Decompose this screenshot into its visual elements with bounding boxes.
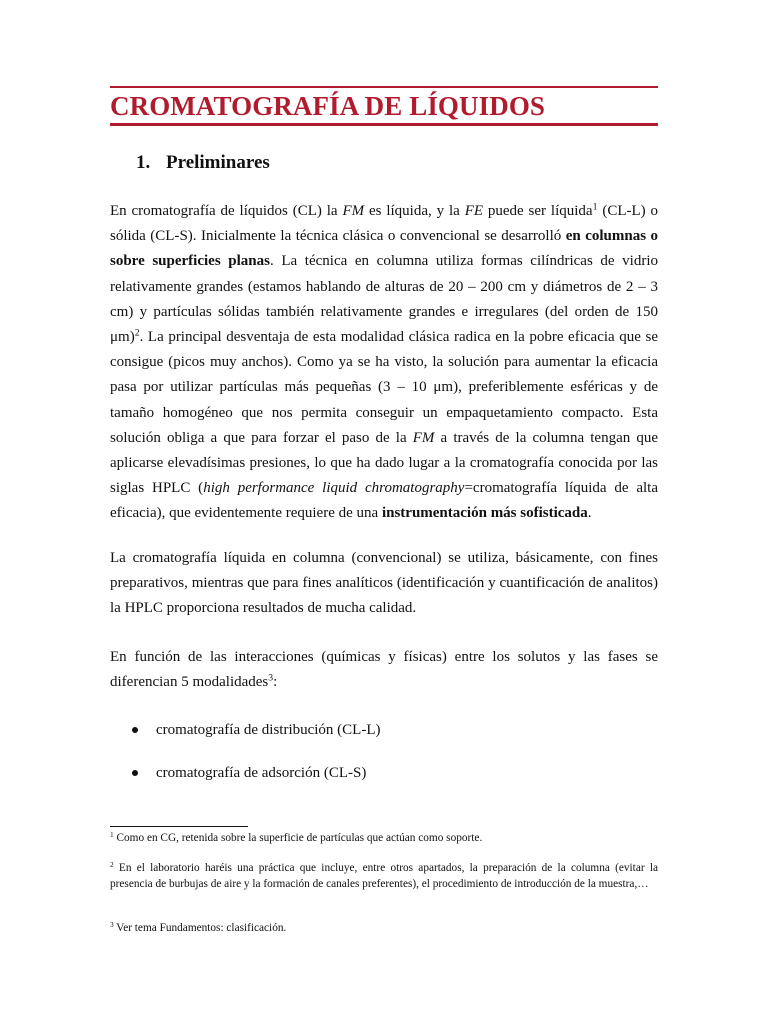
list-item (110, 718, 658, 743)
text-run: En cromatografía de líquidos (CL) la (110, 203, 343, 219)
footnote-ref-1[interactable]: 1 (592, 201, 598, 213)
term-fe: FE (464, 203, 484, 219)
text-run: es líquida, y la (364, 203, 465, 219)
footnote-3 (110, 921, 658, 937)
text-run: . (587, 505, 592, 522)
modalities-list (110, 718, 658, 804)
paragraph-intro (110, 199, 658, 527)
footnote-mark: 2 (110, 859, 114, 869)
footnote-divider (110, 826, 248, 827)
italic-phrase: high performance liquid chromatography (203, 480, 465, 497)
text-run: : (273, 674, 278, 691)
text-run: puede ser líquida (483, 203, 593, 219)
text-run: En función de las interacciones (químicas y físicas) entre los solutos y las fases se diferencian 5 modalidades (110, 649, 658, 691)
section-number: 1. (136, 152, 151, 173)
term-fm: FM (412, 429, 435, 446)
footnote-ref-3[interactable]: 3 (268, 672, 274, 684)
bold-phrase: instrumentación más sofisticada (381, 505, 588, 522)
text-run: =cromatografía líquida de alta eficacia), que evidentemente requiere de una (110, 480, 659, 522)
text-run: (CL-L) o sólida (CL-S). Inicialmente la técnica clásica o convencional se desarrolló (110, 203, 658, 245)
footnote-text: En el laboratorio haréis una práctica que incluye, entre otros apartados, la preparación de la columna (evitar la presencia de burbujas de aire y la formación de canales preferentes), el procedimiento de introducción de la muestra,… (110, 862, 658, 890)
term-fm: FM (342, 203, 365, 219)
section-heading (136, 152, 270, 174)
paragraph-usage: La cromatografía líquida en columna (convencional) se utiliza, básicamente, con fines preparativos, mientras que para fines analíticos (identificación y cuantificación de analitos) la HPLC proporciona resultados de mucha calidad. (110, 550, 658, 617)
paragraph-modalities (110, 645, 658, 695)
list-item-text: cromatografía de distribución (CL-L) (156, 722, 381, 738)
bullet-icon (132, 727, 138, 733)
text-run: . La técnica en columna utiliza formas cilíndricas de vidrio relativamente grandes (estamos hablando de alturas de 20 – 200 cm y diámetros de 2 – 3 cm) y partículas sólidas también relativamente grandes e irregulares (del orden de 150 μm) (110, 253, 659, 346)
list-item-text: cromatografía de adsorción (CL-S) (156, 765, 367, 781)
text-run: . La principal desventaja de esta modalidad clásica radica en la pobre eficacia que se consigue (picos muy anchos). Como ya se ha visto, la solución para aumentar la eficacia pasa por utilizar partículas más pequeñas (3 – 10 μm), preferiblemente esféricas y de tamaño homogéneo que nos permita conseguir un empaquetamiento compacto. Esta solución obliga a que para forzar el paso de la (110, 329, 658, 446)
footnote-text: Ver tema Fundamentos: clasificación. (113, 922, 287, 934)
bold-phrase: en columnas o sobre superficies planas (110, 228, 659, 270)
list-item (110, 761, 658, 786)
footnote-mark: 1 (110, 829, 114, 839)
text-run: a través de la columna tengan que aplicarse elevadísimas presiones, lo que ha dado lugar a la cromatografía conocida por las siglas HPLC ( (110, 429, 658, 497)
section-title: Preliminares (166, 152, 270, 173)
page-title: CROMATOGRAFÍA DE LÍQUIDOS (110, 91, 546, 121)
footnote-1 (110, 831, 658, 847)
title-block (110, 86, 658, 126)
bullet-icon (132, 770, 138, 776)
footnote-text: Como en CG, retenida sobre la superficie de partículas que actúan como soporte. (113, 832, 483, 844)
footnote-2 (110, 861, 658, 892)
footnote-mark: 3 (110, 919, 114, 929)
footnote-ref-2[interactable]: 2 (134, 327, 140, 339)
